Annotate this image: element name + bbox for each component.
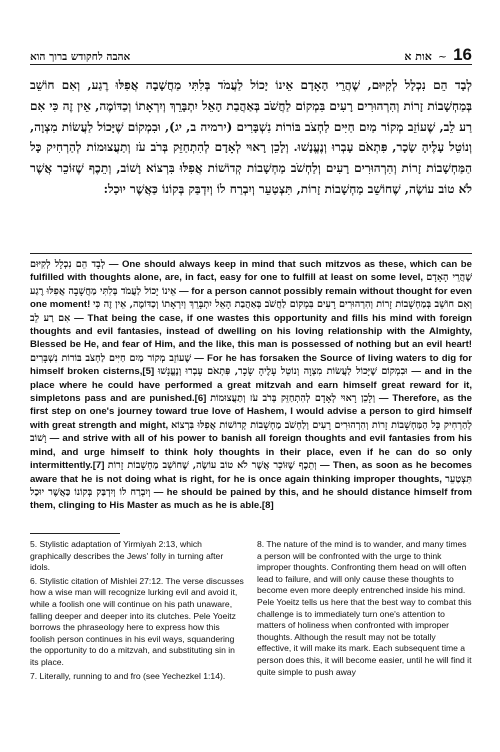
header-rule (30, 64, 472, 65)
commentary-english-text: — Therefore, as the first step on one's journey toward true love of Hashem, I would advise a person to gird himself with great strength and might, (30, 393, 472, 431)
footnote: 8. The nature of the mind is to wander, and many times a person will be confronted with the urge to think improper thoughts. Confronting them head on will often lead to failure, and will only cause these thoughts to become even more deeply entrenched inside his mind. Pele Yoeitz tells us here that the best way to combat this challenge is to immediately turn one's attention to matters of holiness when confronted with improper thoughts. Although the result may not be totally effective, it will make its mark. Each subsequent time a person does this, it will become easier, until he will find it quite simple to push away (257, 539, 472, 677)
commentary-hebrew-phrase: וְלָכֵן רָאוּי לְאָדָם לְהִתְחַזֵּק בְּרֹב עֹז וְתַעֲצוּמוֹת (210, 393, 376, 405)
commentary-english-text: — For he has forsaken the Source of living waters to dig for himself broken cisterns,[5] (30, 352, 472, 378)
commentary-hebrew-phrase: וְיִבְרַח לוֹ וְיִדְבַּק בְּקוֹנוֹ כַּאֲשֶׁר יוּכַל (30, 486, 151, 498)
commentary-hebrew-phrase: לְבָד הֵם נִכְלָל לְקִיּוּם (30, 259, 106, 270)
footnote: 6. Stylistic citation of Mishlei 27:12. The verse discusses how a wise man will recognize lurking evil and avoid it, while a foolish one will continue on his path unaware, falling deeper and deeper into its clutches. Pele Yoeitz borrows the phraseology here to express how this foolish person continues in his evil ways, squandering the opportunity to do a mitzvah, and substituting sin in its place. (30, 575, 244, 667)
running-title: אהבה לחקודש ברוך הוא (30, 51, 131, 63)
ornament-icon: ~ (437, 50, 448, 63)
commentary-hebrew-phrase: וְאִם חוֹשֵׁב בְּמַחְשָׁבוֹת זָרוֹת וְהִרְהוּרִים רָעִים בִּמְקוֹם לַחֲשֹׁב בְּאַהֲבַת הָאֵל יִתְבָּרֵךְ וְיִרְאָתוֹ וְכַדּוֹמֶה, אֵין זֶה כִּי אִם רַע לֵב (30, 299, 472, 324)
commentary-english-text: — for a person cannot possibly remain without thought for even one moment! (30, 285, 472, 311)
commentary-hebrew-phrase: שֶׁהֲרֵי הָאָדָם אֵינוֹ יָכוֹל לַעֲמֹד בְּלִתִּי מַחֲשָׁבָה אֲפִלּוּ רֶגַע (30, 272, 472, 297)
commentary-hebrew-phrase: לְהַרְחִיק כָּל הַמַּחְשָׁבוֹת זָרוֹת וְהִרְהוּרִים רָעִים וְלַחְשֹׁב מַחְשָׁבוֹת קְדוֹשׁוֹת אֲפִלּוּ בִּרְצוֹא וָשׁוֹב (30, 419, 472, 445)
footnotes-left-column (30, 539, 245, 729)
page-number: 16 (453, 45, 472, 64)
footnotes (30, 539, 472, 729)
main-hebrew-text: לְבָד הֵם נִכְלָל לְקִיּוּם, שֶׁהֲרֵי הָאָדָם אֵינוֹ יָכוֹל לַעֲמֹד בְּלִתִּי מַחֲשָׁבָה אֲפִלּוּ רֶגַע, וְאִם חוֹשֵׁב בְּמַחְשָׁבוֹת זָרוֹת וְהִרְהוּרִים רָעִים בִּמְקוֹם לַחֲשֹׁב בְּאַהֲבַת הָאֵל יִתְבָּרֵךְ וְיִרְאָתוֹ וְכַדּוֹמֶה, אֵין זֶה כִּי אִם רַע לֵב, שֶׁעוֹזֵב מְקוֹר מַיִם חַיִּים לַחְצֹב בּוֹרוֹת נִשְׁבָּרִים (ירמיה ב, יג), וּבִמְקוֹם שֶׁיָּכוֹל לַעֲשׂוֹת מִצְוָה, וְנוֹטֵל עָלֶיהָ שָׂכָר, פִּתְאֹם עָבְרוּ וְנֶעֱנָשׁוּ. וְלָכֵן רָאוּי לְאָדָם לְהִתְחַזֵּק בְּרֹב עֹז וְתַעֲצוּמוֹת לְהַרְחִיק כָּל הַמַּחְשָׁבוֹת זָרוֹת וְהִרְהוּרִים רָעִים וְלַחְשֹׁב מַחְשָׁבוֹת קְדוֹשׁוֹת אֲפִלּוּ בִּרְצוֹא וָשׁוֹב, וְתֵכֶף שֶׁזּוֹכֵר אֲשֶׁר לֹא טוֹב עוֹשֶׂה, שֶׁחוֹשֵׁב מַחְשָׁבוֹת זָרוֹת, תִּצְטַעֵר וְיִבְרַח לוֹ וְיִדְבַּק בְּקוֹנוֹ כַּאֲשֶׁר יוּכַל: (30, 78, 472, 196)
footnote: 5. Stylistic adaptation of Yirmiyah 2:13, which graphically describes the Jews' folly in turning after idols. (30, 539, 224, 573)
section-label: אות א (404, 50, 432, 63)
commentary-english-text: — and strive with all of his power to banish all foreign thoughts and evil fantasies from his mind, and urge himself to think holy thoughts in their place, even if he can do so only intermittently.[7] (30, 433, 472, 472)
commentary-english-text: — That being the case, if one wastes this opportunity and fills his mind with foreign thoughts and evil fantasies, instead of dwelling on his loving relationship with the Almighty, Blessed be He, and fear of Him, and the like, this man is possessed of nothing but an evil heart! (30, 312, 472, 351)
footnote-rule (30, 533, 120, 534)
commentary-hebrew-phrase: וְתֵכֶף שֶׁזּוֹכֵר אֲשֶׁר לֹא טוֹב עוֹשֶׂה, שֶׁחוֹשֵׁב מַחְשָׁבוֹת זָרוֹת (107, 460, 317, 472)
main-text-rule (30, 253, 472, 254)
commentary-hebrew-phrase: שֶׁעוֹזֵב מְקוֹר מַיִם חַיִּים לַחְצֹב בּוֹרוֹת נִשְׁבָּרִים (30, 352, 192, 364)
commentary-english-text: — Then, as soon as he becomes aware that he is not doing what is right, for he is once again thinking improper thoughts, (30, 460, 472, 485)
footnote: 7. Literally, running to and fro (see Yechezkel 1:14). (30, 670, 226, 681)
commentary-english-text: — and in the place where he could have performed a great mitzvah and earn himself great reward for it, simpletons pass and are punished.[6] (30, 366, 472, 405)
commentary-english-text: — he should be pained by this, and he should distance himself from them, clinging to His Master as much as he is able.[8] (30, 486, 472, 512)
footnotes-right-column (257, 539, 472, 729)
commentary-hebrew-phrase: וּבִמְקוֹם שֶׁיָּכוֹל לַעֲשׂוֹת מִצְוָה וְנוֹטֵל עָלֶיהָ שָׂכָר, פִּתְאֹם עָבְרוּ וְנֶעֱנָשׁוּ (157, 366, 408, 378)
commentary-hebrew-phrase: תִּצְטַעֵר (445, 473, 472, 485)
commentary-english-text: — One should always keep in mind that such mitzvos as these, which can be fulfilled with thoughts alone, are, in fact, easy for one to fulfill at least on some level, (30, 259, 472, 284)
header-right-group (404, 46, 472, 63)
page-header (30, 41, 472, 63)
commentary (30, 258, 472, 526)
